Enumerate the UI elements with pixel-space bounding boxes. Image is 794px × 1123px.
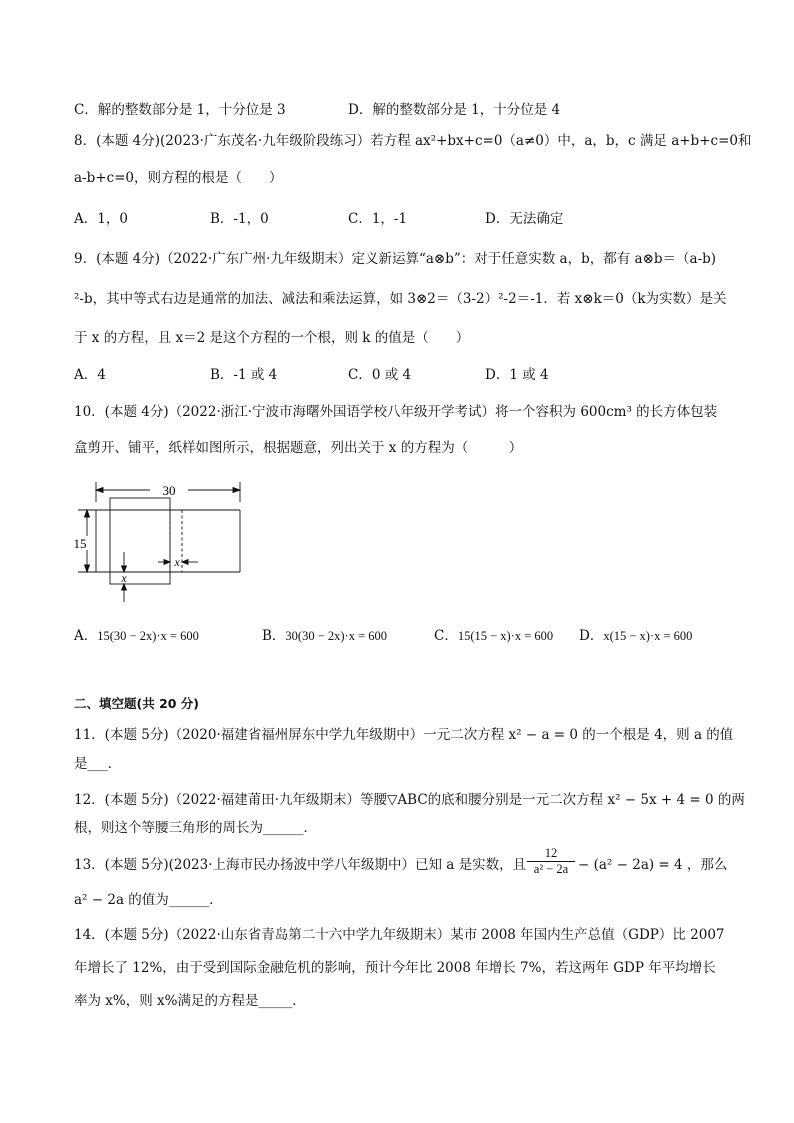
q10-stem-line2: 盒剪开、铺平，纸样如图所示，根据题意，列出关于 x 的方程为（ ） [74, 440, 523, 456]
q9-option-a: A．4 [74, 367, 106, 383]
q10-option-a-equation: 15(30 − 2x)·x = 600 [97, 629, 199, 643]
q10-option-a-letter: A． [74, 628, 98, 644]
q10-option-d-letter: D． [579, 628, 604, 644]
section-title-fill-in: 二、填空题(共 20 分) [74, 696, 200, 711]
q13-fraction-denominator: a² − 2a [533, 862, 569, 876]
q7-option-d: D．解的整数部分是 1，十分位是 4 [348, 102, 561, 118]
q13-stem-line2: a² − 2a 的值为______． [74, 892, 223, 908]
q13-fraction [527, 846, 575, 877]
figure-label-30: 30 [162, 483, 176, 498]
q11-stem-line1: 11．(本题 5分)（2020·福建省福州屏东中学九年级期中）一元二次方程 x² − a = 0 的一个根是 4，则 a 的值 [74, 727, 734, 743]
q10-option-c-letter: C． [434, 628, 458, 644]
q13-fraction-numerator: 12 [527, 846, 575, 862]
q9-option-d: D．1 或 4 [485, 367, 549, 383]
figure-label-15: 15 [73, 536, 87, 551]
q8-stem-line2: a-b+c=0，则方程的根是（ ） [74, 170, 283, 186]
q13-stem-line1-a: 13．(本题 5分)(2023·上海市民办扬波中学八年级期中）已知 a 是实数，且 [74, 857, 527, 873]
q9-option-b: B．-1 或 4 [210, 367, 278, 383]
q14-stem-line1: 14．(本题 5分)（2022·山东省青岛第二十六中学九年级期末）某市 2008 年国内生产总值（GDP）比 2007 [74, 927, 725, 943]
q9-stem-line3: 于 x 的方程，且 x＝2 是这个方程的一个根，则 k 的值是（ ） [74, 330, 470, 346]
q13-stem-line1-b: − (a² − 2a) = 4 ，那么 [578, 857, 728, 873]
q8-option-d: D．无法确定 [485, 211, 564, 227]
q14-stem-line3: 率为 x%，则 x%满足的方程是_____． [74, 993, 306, 1009]
q10-option-d-equation: x(15 − x)·x = 600 [603, 629, 693, 643]
q9-stem-line1: 9．(本题 4分)（2022·广东广州·九年级期末）定义新运算“a⊗b”：对于任意实数 a，b，都有 a⊗b＝（a-b) [74, 251, 717, 267]
figure-label-x-bottom: x [121, 571, 127, 585]
q9-stem-line2: ²-b，其中等式右边是通常的加法、减法和乘法运算，如 3⊗2＝（3-2）²-2＝-1．若 x⊗k＝0（k为实数）是关 [74, 291, 727, 307]
q10-option-b-letter: B． [262, 628, 286, 644]
q10-stem-line1: 10．(本题 4分)（2022·浙江·宁波市海曙外国语学校八年级开学考试）将一个容积为 600cm³ 的长方体包装 [74, 404, 718, 420]
q10-option-c-equation: 15(15 − x)·x = 600 [457, 629, 554, 643]
q9-option-c: C．0 或 4 [348, 367, 412, 383]
q14-stem-line2: 年增长了 12%，由于受到国际金融危机的影响，预计今年比 2008 年增长 7%，若这两年 GDP 年平均增长 [74, 960, 716, 976]
q7-option-c: C．解的整数部分是 1，十分位是 3 [74, 102, 286, 118]
q12-stem-line1: 12．(本题 5分)（2022·福建莆田·九年级期末）等腰▽ABC的底和腰分别是一元二次方程 x² − 5x + 4 = 0 的两 [74, 792, 745, 808]
figure-label-x-right: x [174, 555, 180, 569]
q8-option-b: B．-1，0 [210, 211, 269, 227]
q11-stem-line2: 是___． [74, 756, 122, 772]
q10-option-a [74, 627, 199, 645]
q10-option-b [262, 627, 387, 645]
q8-stem-line1: 8．(本题 4分)(2023·广东茂名·九年级阶段练习）若方程 ax²+bx+c=0（a≠0）中，a，b，c 满足 a+b+c=0和 [74, 133, 752, 149]
q8-option-a: A．1，0 [74, 211, 128, 227]
q10-box-net-figure [70, 478, 250, 608]
q10-option-b-equation: 30(30 − 2x)·x = 600 [285, 629, 388, 643]
q10-option-c [434, 627, 553, 645]
q8-option-c: C．1，-1 [348, 211, 408, 227]
q10-option-d [579, 627, 692, 645]
q12-stem-line2: 根，则这个等腰三角形的周长为______． [74, 820, 317, 836]
